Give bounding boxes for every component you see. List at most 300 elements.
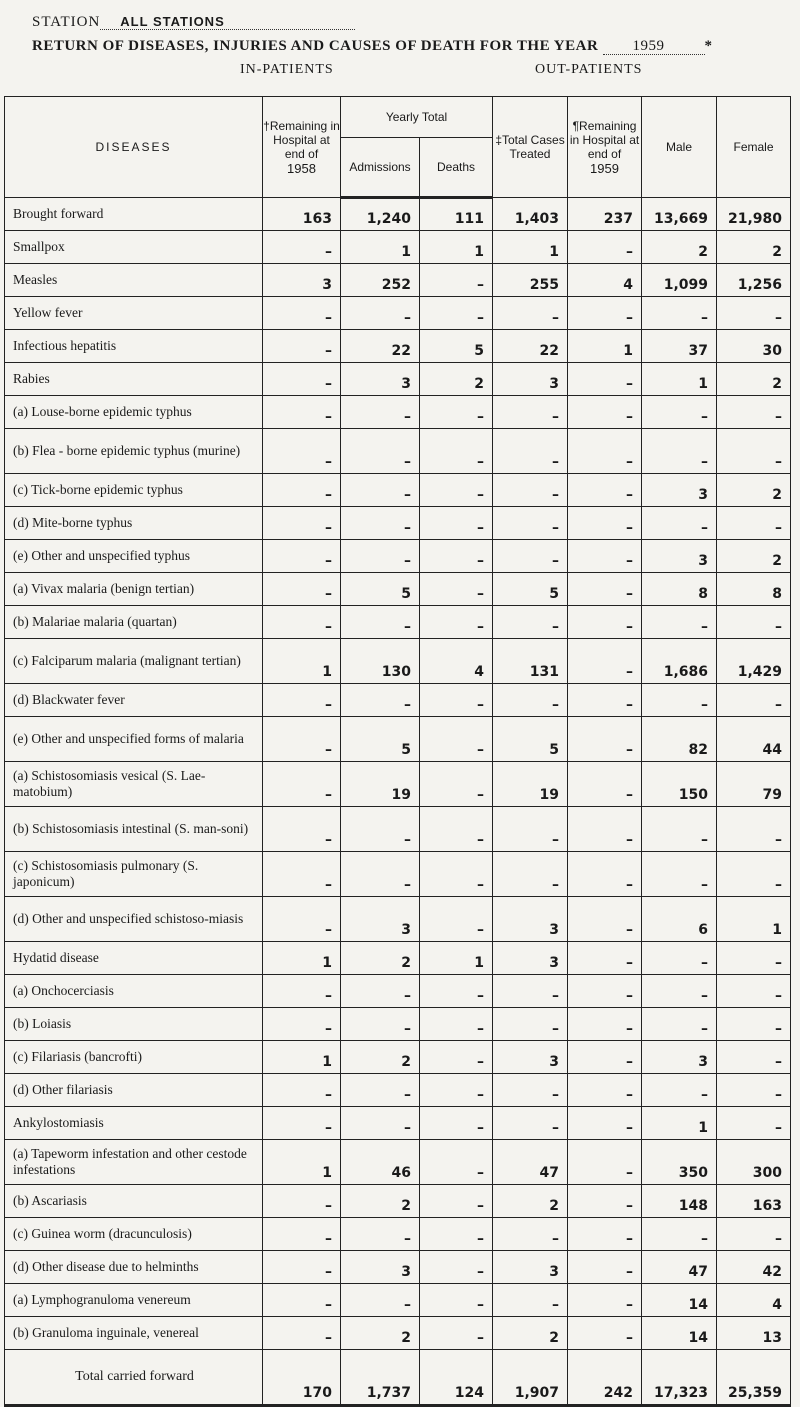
data-cell: – [341,1008,420,1041]
data-cell: – [568,1107,642,1140]
data-cell: 252 [341,264,420,297]
data-cell: – [568,897,642,942]
inpatients-heading: IN-PATIENTS [240,62,334,77]
data-cell: – [568,717,642,762]
table-row [5,297,791,330]
data-cell: – [493,297,568,330]
data-cell: 1 [420,231,493,264]
total-cell: 25,359 [717,1350,791,1406]
data-cell: – [263,684,341,717]
data-cell: – [568,606,642,639]
data-cell: – [568,429,642,474]
data-cell: 3 [642,474,717,507]
data-cell: 13,669 [642,198,717,231]
data-cell: – [263,717,341,762]
table-row [5,1218,791,1251]
data-cell: – [717,429,791,474]
data-cell: – [717,1074,791,1107]
data-cell: 3 [493,1251,568,1284]
data-cell: 30 [717,330,791,363]
data-cell: 1,256 [717,264,791,297]
data-cell: – [717,396,791,429]
data-cell: 1,686 [642,639,717,684]
data-cell: – [420,1218,493,1251]
remaining-start-year: 1958 [287,160,316,176]
total-row [5,1350,791,1406]
data-cell: – [341,684,420,717]
table-row [5,852,791,897]
data-cell: 47 [642,1251,717,1284]
data-cell: 3 [493,942,568,975]
data-cell: – [420,264,493,297]
data-cell: 6 [642,897,717,942]
data-cell: – [642,942,717,975]
data-cell: – [493,852,568,897]
data-cell: – [263,897,341,942]
data-cell: – [420,807,493,852]
data-cell: – [717,507,791,540]
table-row [5,231,791,264]
data-cell: – [493,807,568,852]
data-cell: – [420,1185,493,1218]
data-cell: – [263,231,341,264]
data-cell: – [263,975,341,1008]
data-cell: – [341,474,420,507]
data-cell: 5 [341,717,420,762]
data-cell: 3 [493,1041,568,1074]
data-cell: – [420,1317,493,1350]
data-cell: 3 [642,540,717,573]
disease-name: (c) Guinea worm (dracunculosis) [5,1218,263,1251]
data-cell: 14 [642,1317,717,1350]
data-cell: 300 [717,1140,791,1185]
disease-name: (b) Granuloma inguinale, venereal [5,1317,263,1350]
data-cell: 5 [493,573,568,606]
col-yearly-total: Yearly Total [341,97,493,138]
data-cell: – [717,684,791,717]
data-cell: – [420,429,493,474]
col-remaining-start: †Remaining in Hospital at end of 1958 [263,97,341,198]
disease-table [4,96,791,1407]
table-row [5,897,791,942]
data-cell: 37 [642,330,717,363]
data-cell: 47 [493,1140,568,1185]
disease-name: Infectious hepatitis [5,330,263,363]
data-cell: 79 [717,762,791,807]
data-cell: – [341,396,420,429]
disease-name: (c) Filariasis (bancrofti) [5,1041,263,1074]
data-cell: – [493,1284,568,1317]
total-cell: 170 [263,1350,341,1406]
data-cell: – [493,975,568,1008]
table-row [5,474,791,507]
data-cell: – [493,606,568,639]
col-male: Male [642,97,717,198]
data-cell: – [263,429,341,474]
data-cell: 2 [341,1185,420,1218]
data-cell: 2 [717,474,791,507]
data-cell: 3 [642,1041,717,1074]
data-cell: – [568,1008,642,1041]
data-cell: – [263,1218,341,1251]
table-row [5,684,791,717]
data-cell: – [568,1140,642,1185]
data-cell: 3 [341,363,420,396]
data-cell: – [717,1041,791,1074]
data-cell: 44 [717,717,791,762]
report-year: 1959 [603,38,705,55]
total-cell: 242 [568,1350,642,1406]
data-cell: – [493,1008,568,1041]
data-cell: 148 [642,1185,717,1218]
data-cell: – [263,1284,341,1317]
data-cell: – [642,1074,717,1107]
data-cell: – [263,474,341,507]
data-cell: 1 [263,639,341,684]
data-cell: – [568,1284,642,1317]
data-cell: 5 [341,573,420,606]
data-cell: 13 [717,1317,791,1350]
disease-name: (c) Schistosomiasis pulmonary (S. japonicum) [5,852,263,897]
data-cell: – [420,297,493,330]
data-cell: – [341,1218,420,1251]
data-cell: 22 [341,330,420,363]
data-cell: – [263,330,341,363]
data-cell: – [420,1074,493,1107]
data-cell: – [493,1218,568,1251]
data-cell: – [642,429,717,474]
col-female: Female [717,97,791,198]
table-row [5,762,791,807]
data-cell: 1,099 [642,264,717,297]
disease-name: Rabies [5,363,263,396]
data-cell: – [717,297,791,330]
data-cell: – [263,1317,341,1350]
data-cell: – [642,606,717,639]
data-cell: – [568,807,642,852]
data-cell: 1 [717,897,791,942]
data-cell: – [568,297,642,330]
data-cell: – [717,807,791,852]
disease-name: (d) Mite-borne typhus [5,507,263,540]
table-row [5,1317,791,1350]
data-cell: – [341,852,420,897]
year-mark: * [704,38,713,54]
data-cell: – [420,717,493,762]
table-row [5,1251,791,1284]
data-cell: 14 [642,1284,717,1317]
data-cell: – [568,507,642,540]
data-cell: 3 [341,897,420,942]
data-cell: – [568,639,642,684]
data-cell: – [420,474,493,507]
data-cell: 2 [717,540,791,573]
data-cell: – [493,684,568,717]
disease-name: (a) Lymphogranuloma venereum [5,1284,263,1317]
data-cell: 2 [420,363,493,396]
data-cell: – [420,762,493,807]
table-row [5,573,791,606]
data-cell: – [642,807,717,852]
col-admissions: Admissions [341,138,420,198]
disease-name: Ankylostomiasis [5,1107,263,1140]
data-cell: – [642,396,717,429]
data-cell: – [341,606,420,639]
data-cell: – [717,975,791,1008]
data-cell: 1,429 [717,639,791,684]
data-cell: 350 [642,1140,717,1185]
table-row [5,1185,791,1218]
data-cell: – [642,507,717,540]
data-cell: 2 [493,1317,568,1350]
data-cell: – [420,1008,493,1041]
data-cell: – [263,762,341,807]
data-cell: 4 [420,639,493,684]
table-row [5,540,791,573]
data-cell: – [642,852,717,897]
data-cell: 1 [493,231,568,264]
data-cell: – [717,1107,791,1140]
data-cell: 4 [568,264,642,297]
data-cell: – [263,807,341,852]
data-cell: – [420,573,493,606]
disease-name: (b) Schistosomiasis intestinal (S. man-soni) [5,807,263,852]
data-cell: – [341,1284,420,1317]
disease-name: (d) Blackwater fever [5,684,263,717]
data-cell: – [420,507,493,540]
data-cell: 21,980 [717,198,791,231]
data-cell: 2 [717,363,791,396]
data-cell: – [263,1107,341,1140]
data-cell: 1 [263,1041,341,1074]
total-cell: 1,907 [493,1350,568,1406]
data-cell: – [420,1107,493,1140]
total-cell: 17,323 [642,1350,717,1406]
station-label: STATION [32,14,101,30]
data-cell: – [642,684,717,717]
data-cell: 2 [642,231,717,264]
data-cell: 2 [341,942,420,975]
disease-name: Measles [5,264,263,297]
disease-name: (b) Ascariasis [5,1185,263,1218]
data-cell: – [642,1008,717,1041]
data-cell: 5 [493,717,568,762]
data-cell: – [263,1185,341,1218]
data-cell: – [568,573,642,606]
table-row [5,1107,791,1140]
data-cell: – [341,807,420,852]
data-cell: – [263,540,341,573]
data-cell: – [493,396,568,429]
data-cell: – [568,474,642,507]
data-cell: 2 [493,1185,568,1218]
table-row [5,507,791,540]
data-cell: 255 [493,264,568,297]
data-cell: – [568,540,642,573]
table-row [5,606,791,639]
disease-name: Smallpox [5,231,263,264]
data-cell: – [568,1218,642,1251]
disease-name: (c) Falciparum malaria (malignant tertian) [5,639,263,684]
data-cell: – [493,1074,568,1107]
data-cell: 19 [341,762,420,807]
data-cell: – [420,975,493,1008]
disease-name: (d) Other and unspecified schistoso-miasis [5,897,263,942]
data-cell: – [642,975,717,1008]
data-cell: – [568,231,642,264]
data-cell: 82 [642,717,717,762]
data-cell: – [568,1251,642,1284]
data-cell: 1 [341,231,420,264]
data-cell: 111 [420,198,493,231]
data-cell: – [263,1008,341,1041]
disease-name: (b) Malariae malaria (quartan) [5,606,263,639]
data-cell: 3 [493,363,568,396]
data-cell: – [341,975,420,1008]
data-cell: – [568,975,642,1008]
data-cell: – [341,1107,420,1140]
data-cell: 1 [420,942,493,975]
disease-name: (e) Other and unspecified forms of malaria [5,717,263,762]
return-title-line [32,38,713,55]
data-cell: 3 [493,897,568,942]
col-remaining-end: ¶Remaining in Hospital at end of 1959 [568,97,642,198]
data-cell: – [341,297,420,330]
col-total-treated: ‡Total Cases Treated [493,97,568,198]
data-cell: 1 [568,330,642,363]
data-cell: – [493,429,568,474]
table-row [5,1041,791,1074]
data-cell: 1,403 [493,198,568,231]
data-cell: – [568,942,642,975]
data-cell: – [263,606,341,639]
data-cell: – [568,852,642,897]
data-cell: 19 [493,762,568,807]
data-cell: 2 [341,1317,420,1350]
data-cell: 3 [341,1251,420,1284]
data-cell: – [420,606,493,639]
table-row [5,1140,791,1185]
data-cell: – [420,897,493,942]
data-cell: 237 [568,198,642,231]
disease-name: Yellow fever [5,297,263,330]
disease-name: (a) Vivax malaria (benign tertian) [5,573,263,606]
data-cell: – [420,1041,493,1074]
data-cell: – [493,1107,568,1140]
data-cell: 8 [642,573,717,606]
table-row [5,1284,791,1317]
data-cell: – [263,573,341,606]
data-cell: – [568,1074,642,1107]
data-cell: – [717,1008,791,1041]
disease-name: (c) Tick-borne epidemic typhus [5,474,263,507]
data-cell: 1 [642,363,717,396]
table-row [5,1008,791,1041]
data-cell: – [568,363,642,396]
remaining-end-year: 1959 [590,160,619,176]
data-cell: – [642,297,717,330]
data-cell: – [642,1218,717,1251]
disease-name: (b) Flea - borne epidemic typhus (murine) [5,429,263,474]
data-cell: – [568,1317,642,1350]
data-cell: 1,240 [341,198,420,231]
data-cell: – [420,1251,493,1284]
data-cell: – [341,1074,420,1107]
disease-name: (a) Schistosomiasis vesical (S. Lae-matobium) [5,762,263,807]
data-cell: – [717,942,791,975]
total-label: Total carried forward [5,1350,263,1406]
disease-name: (e) Other and unspecified typhus [5,540,263,573]
col-diseases: DISEASES [5,97,263,198]
table-row [5,396,791,429]
data-cell: – [420,1284,493,1317]
data-cell: 163 [717,1185,791,1218]
table-row [5,429,791,474]
disease-name: (a) Onchocerciasis [5,975,263,1008]
data-cell: 2 [341,1041,420,1074]
table-row [5,942,791,975]
data-cell: 130 [341,639,420,684]
table-row [5,717,791,762]
disease-name: (b) Loiasis [5,1008,263,1041]
data-cell: – [568,762,642,807]
data-cell: – [341,540,420,573]
data-cell: – [717,852,791,897]
table-row [5,807,791,852]
data-cell: – [263,507,341,540]
data-cell: – [341,507,420,540]
data-cell: – [420,396,493,429]
data-cell: – [263,1074,341,1107]
table-row [5,363,791,396]
table-row [5,1074,791,1107]
data-cell: – [568,1041,642,1074]
table-row [5,264,791,297]
table-row [5,639,791,684]
data-cell: – [420,852,493,897]
disease-name: (d) Other disease due to helminths [5,1251,263,1284]
data-cell: – [717,1218,791,1251]
outpatients-heading: OUT-PATIENTS [535,62,643,77]
data-cell: – [263,852,341,897]
disease-name: (d) Other filariasis [5,1074,263,1107]
disease-name: Hydatid disease [5,942,263,975]
total-cell: 124 [420,1350,493,1406]
data-cell: – [263,297,341,330]
station-value: ALL STATIONS [100,14,354,30]
station-line [32,14,355,31]
disease-name: (a) Tapeworm infestation and other cestode infestations [5,1140,263,1185]
data-cell: – [493,507,568,540]
data-cell: – [568,1185,642,1218]
data-cell: 1 [642,1107,717,1140]
data-cell: 42 [717,1251,791,1284]
data-cell: – [420,540,493,573]
data-cell: – [263,363,341,396]
data-cell: – [568,396,642,429]
data-cell: – [263,1251,341,1284]
data-cell: – [263,396,341,429]
data-cell: – [717,606,791,639]
col-deaths: Deaths [420,138,493,198]
table-row [5,975,791,1008]
data-cell: – [493,540,568,573]
data-cell: 8 [717,573,791,606]
disease-name: Brought forward [5,198,263,231]
data-cell: 3 [263,264,341,297]
data-cell: 131 [493,639,568,684]
data-cell: 4 [717,1284,791,1317]
